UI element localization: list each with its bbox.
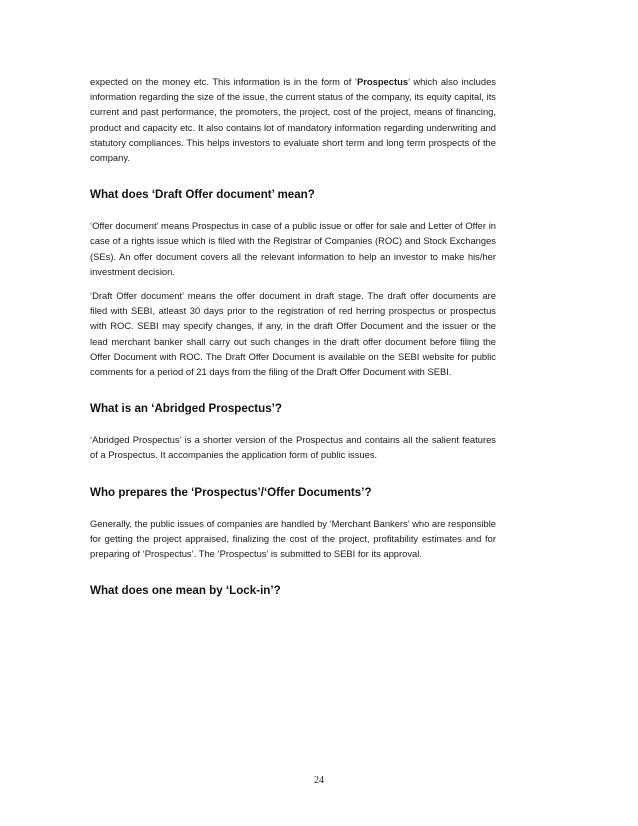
intro-bold-word: Prospectus: [356, 76, 409, 87]
section-who-prepares: [90, 485, 496, 562]
intro-paragraph: [90, 74, 496, 165]
intro-text-after: ’ which also includes information regarding the size of the issue, the current status of the company, its equity capital, its current and past performance, the promoters, the project, cost of the project, means of financing, product and capacity etc. It also contains lot of mandatory information regarding underwriting and statutory compliances. This helps investors to evaluate short term and long term prospects of the company.: [90, 76, 496, 164]
section-paragraph: ‘Draft Offer document’ means the offer document in draft stage. The draft offer documents are filed with SEBI, atleast 30 days prior to the registration of red herring prospectus or prospectus with ROC. SEBI may specify changes, if any, in the draft Offer Document and the issuer or the lead merchant banker shall carry out such changes in the draft offer document before filing the Offer Document with ROC. The Draft Offer Document is available on the SEBI website for public comments for a period of 21 days from the filing of the Draft Offer Document with SEBI.: [90, 290, 496, 378]
section-paragraph: ‘Abridged Prospectus’ is a shorter version of the Prospectus and contains all the salient features of a Prospectus. It accompanies the application form of public issues.: [90, 434, 496, 461]
section-paragraph: Generally, the public issues of companies are handled by ‘Merchant Bankers’ who are responsible for getting the project appraised, finalizing the cost of the project, profitability estimates and for preparing of ‘Prospectus’. The ‘Prospectus’ is submitted to SEBI for its approval.: [90, 517, 496, 560]
section-draft-offer: [90, 187, 496, 379]
section-abridged-prospectus: [90, 401, 496, 462]
section-heading: What does one mean by ‘Lock-in’?: [90, 584, 281, 598]
section-heading: What does ‘Draft Offer document’ mean?: [90, 188, 315, 202]
section-paragraph: ‘Offer document’ means Prospectus in case of a public issue or offer for sale and Letter of Offer in case of a rights issue which is filed with the Registrar of Companies (ROC) and Stock Exchanges (SEs). An offer document covers all the relevant information to help an investor to make his/her investment decision.: [90, 220, 496, 277]
page-number: 24: [314, 775, 324, 786]
section-heading: Who prepares the ‘Prospectus’/‘Offer Documents’?: [90, 485, 372, 499]
intro-text-before: expected on the money etc. This information is in the form of ‘: [90, 76, 357, 87]
document-page: [90, 74, 496, 614]
section-lock-in: [90, 583, 496, 598]
section-heading: What is an ‘Abridged Prospectus’?: [90, 402, 282, 416]
